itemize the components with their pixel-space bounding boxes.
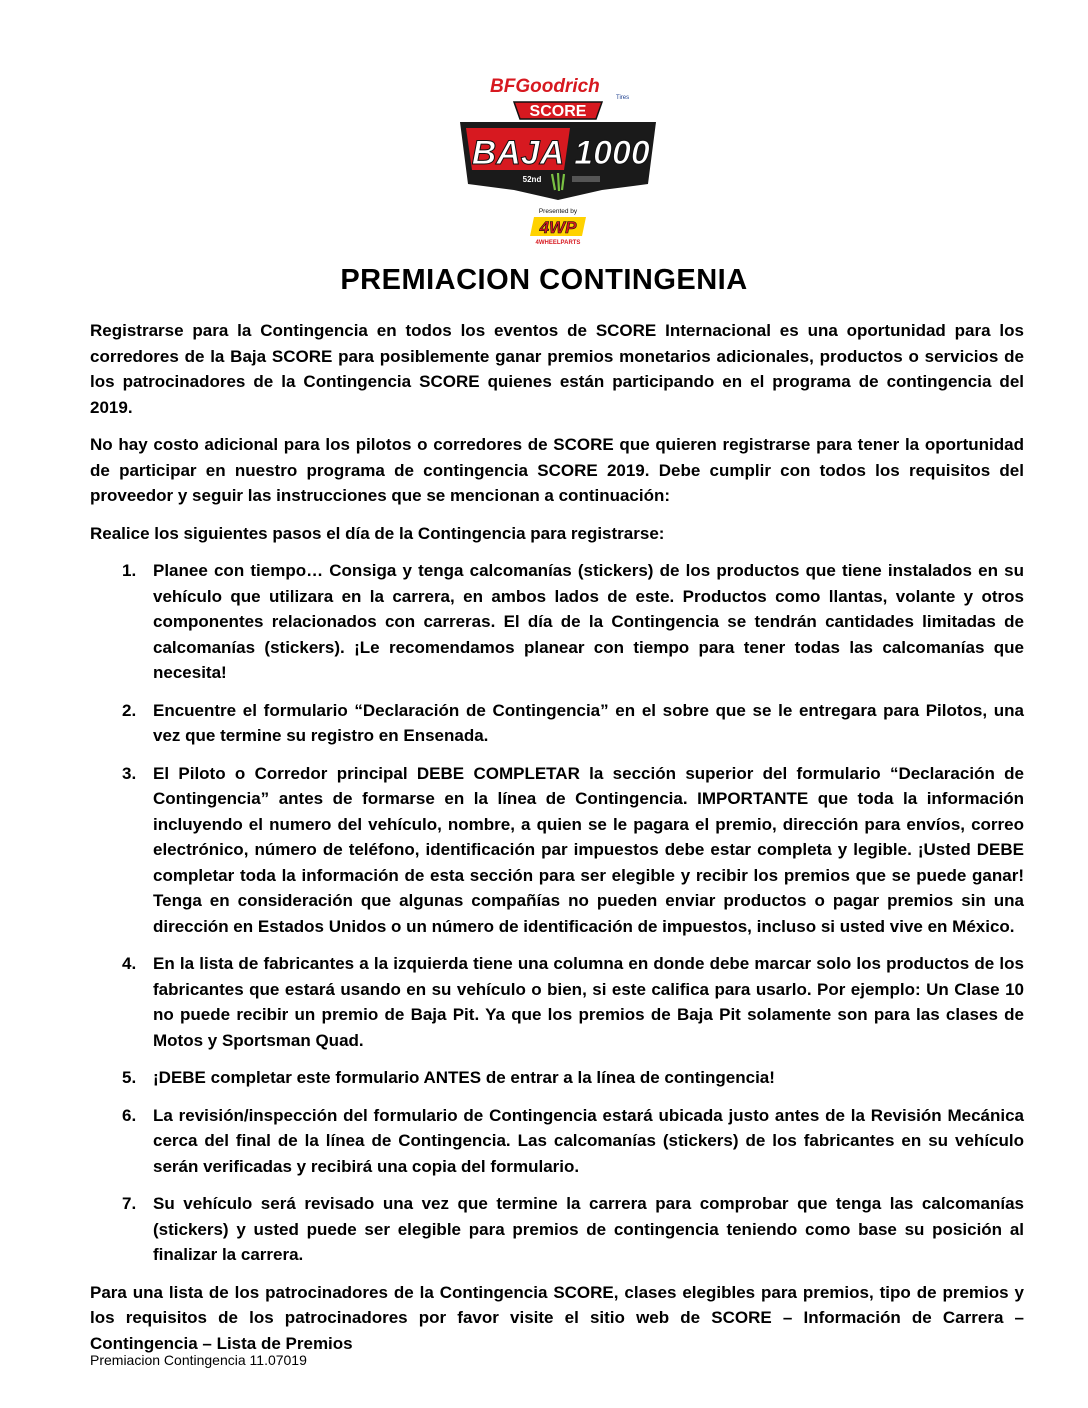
step-item	[90, 951, 1024, 1053]
document-footer: Premiacion Contingencia 11.07019	[90, 1352, 307, 1368]
document-title: PREMIACION CONTINGENIA	[340, 264, 748, 296]
step-number: 7.	[122, 1194, 137, 1213]
steps-list	[90, 558, 1024, 1268]
cost-paragraph: No hay costo adicional para los pilotos o corredores de SCORE que quieren registrarse para tener la oportunidad de participar en nuestro programa de contingencia SCORE 2019. Debe cumplir con todos los requisitos del proveedor y seguir las instrucciones que se mencionan a continuación:	[90, 435, 1024, 505]
step-text: Encuentre el formulario “Declaración de Contingencia” en el sobre que se le entregara para Pilotos, una vez que termine su registro en Ensenada.	[153, 700, 1024, 745]
score-wordmark: SCORE	[529, 103, 587, 120]
step-text: En la lista de fabricantes a la izquierda tiene una columna en donde debe marcar solo los productos de los fabricantes que estará usando en su vehículo o bien, si este califica para usarlo. Por ejemplo: Un Clase 10 no puede recibir un premio de Baja Pit. Ya que los premios de Baja Pit solamente son para las clases de Motos y Sportsman Quad.	[153, 954, 1024, 1050]
4wheelparts-label: 4WHEELPARTS	[535, 240, 581, 246]
step-item	[90, 1103, 1024, 1180]
step-item	[90, 698, 1024, 749]
step-item	[90, 558, 1024, 686]
step-number: 1.	[122, 561, 137, 580]
step-text: El Piloto o Corredor principal DEBE COMPLETAR la sección superior del formulario “Declaración de Contingencia” antes de formarse en la línea de Contingencia. IMPORTANTE que toda la información incluyendo el numero del vehículo, nombre, a quien se le pagara el premio, dirección para envíos, correo electrónico, número de teléfono, identificación par impuestos debe estar completa y legible. ¡Usted DEBE completar toda la información de esta sección para ser elegible y recibir los premios que se puede ganar! Tenga en consideración que algunas compañías no pueden enviar productos o pagar premios sin una dirección en Estados Unidos o un número de identificación de impuestos, incluso si usted vive en México.	[153, 763, 1024, 936]
baja-wordmark: BAJA	[471, 134, 565, 172]
step-item	[90, 1065, 1024, 1091]
step-text: La revisión/inspección del formulario de Contingencia estará ubicada justo antes de la Revisión Mecánica cerca del final de la línea de Contingencia. Las calcomanías (stickers) de los fabricantes en su vehículo serán verificadas y recibirá una copia del formulario.	[153, 1105, 1024, 1176]
closing-paragraph: Para una lista de los patrocinadores de la Contingencia SCORE, clases elegibles para premios, tipo de premios y los requisitos de los patrocinadores por favor visite el sitio web de SCORE – Información de Carrera – Contingencia – Lista de Premios	[90, 1282, 1024, 1353]
intro-paragraph: Registrarse para la Contingencia en todos los eventos de SCORE Internacional es una oportunidad para los corredores de la Baja SCORE para posiblemente ganar premios monetarios adicionales, productos o servicios de los patrocinadores de la Contingencia SCORE quienes están participando en el programa de contingencia del 2019.	[90, 321, 1024, 417]
bfgoodrich-sub: Tires	[616, 95, 630, 101]
step-item	[90, 761, 1024, 940]
edition-label: 52nd	[522, 175, 542, 184]
step-number: 2.	[122, 700, 137, 720]
step-text: Su vehículo será revisado una vez que termine la carrera para comprobar que tenga las calcomanías (stickers) y usted puede ser elegible para premios de contingencia teniendo como base su posición al finalizar la carrera.	[153, 1194, 1024, 1264]
1000-wordmark: 1000	[574, 134, 650, 172]
step-number: 3.	[122, 763, 137, 783]
step-text: ¡DEBE completar este formulario ANTES de entrar a la línea de contingencia!	[153, 1068, 775, 1087]
step-number: 4.	[122, 954, 137, 973]
step-number: 5.	[122, 1068, 137, 1087]
step-item	[90, 1191, 1024, 1268]
document-body	[90, 318, 1024, 1368]
4wp-wordmark: 4WP	[539, 218, 577, 237]
bfgoodrich-brand: BFGoodrich	[490, 76, 600, 97]
step-number: 6.	[122, 1105, 137, 1125]
step-text: Planee con tiempo… Consiga y tenga calcomanías (stickers) de los productos que tiene instalados en su vehículo que utilizara en la carrera, en ambos lados de este. Productos como llantas, volante y otros componentes relacionados con carreras. El día de la Contingencia se tendrán cantidades limitadas de calcomanías (stickers). ¡Le recomendamos planear con tiempo para tener todas las calcomanías que necesita!	[153, 561, 1024, 682]
presented-by-label: Presented by	[538, 208, 578, 215]
steps-intro: Realice los siguientes pasos el día de la Contingencia para registrarse:	[90, 523, 665, 543]
baja-1000-logo	[452, 72, 664, 248]
